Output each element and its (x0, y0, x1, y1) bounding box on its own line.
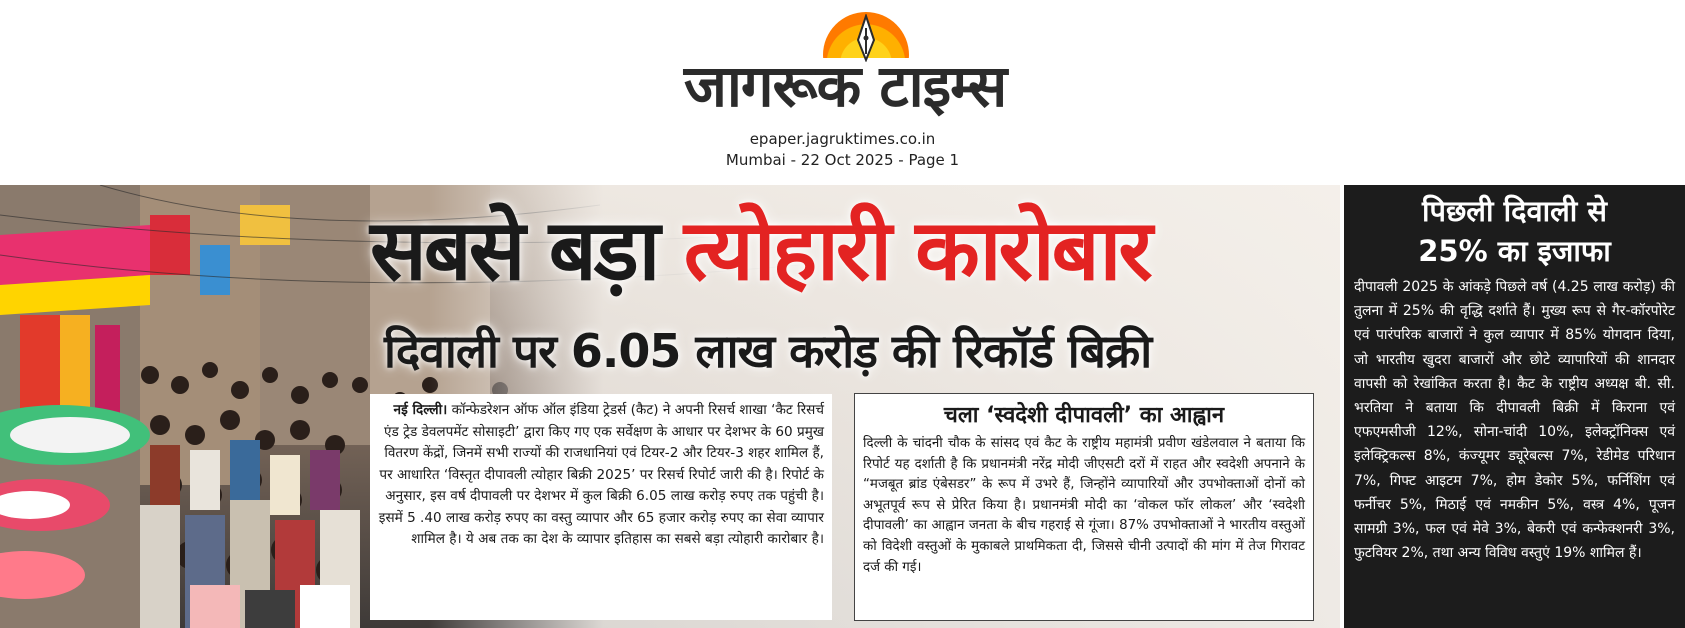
sidebar-title (1354, 191, 1675, 271)
newspaper-logo (655, 8, 1035, 118)
main-article-body: कॉन्फेडरेशन ऑफ ऑल इंडिया ट्रेडर्स (कैट) ने अपनी रिसर्च शाखा ‘कैट रिसर्च एंड ट्रेड डेवलपमेंट सोसाइटी’ द्वारा किए गए एक सर्वेक्षण के आधार पर देशभर के 60 प्रमुख वितरण केंद्रों, जिनमें सभी राज्यों की राजधानियां एवं टियर-2 और टियर-3 शहर शामिल हैं, पर आधारित ‘विस्तृत दीपावली त्योहार बिक्री 2025’ पर रिसर्च रिपोर्ट जारी की है। रिपोर्ट के अनुसार, इस वर्ष दीपावली पर देशभर में कुल बिक्री 6.05 लाख करोड़ रुपए तक पहुंची है। इसमें 5 .40 लाख करोड़ रुपए का वस्तु व्यापार और 65 हजार करोड़ रुपए का सेवा व्यापार शामिल है। ये अब तक का देश के व्यापार इतिहास का सबसे बड़ा त्योहारी कारोबार है। (378, 402, 824, 547)
logo-text: जागरूक टाइम्स (683, 52, 1007, 120)
swadeshi-article-title: चला ‘स्वदेशी दीपावली’ का आह्वान (943, 403, 1225, 428)
headline-part-black: सबसे बड़ा (370, 201, 658, 299)
swadeshi-article-body: दिल्ली के चांदनी चौक के सांसद एवं कैट के राष्ट्रीय महामंत्री प्रवीण खंडेलवाल ने बताया कि रिपोर्ट यह दर्शाती है कि प्रधानमंत्री नरेंद्र मोदी जीएसटी दरों में राहत और स्वदेशी अपनाने के “मजबूत ब्रांड एंबेसडर” के रूप में उभरे हैं, जिन्होंने व्यापारियों और उपभोक्ताओं दोनों को अभूतपूर्व रूप से प्रेरित किया है। प्रधानमंत्री मोदी का ‘वोकल फॉर लोकल’ और ‘स्वदेशी दीपावली’ का आह्वान जनता के बीच गहराई से गूंजा। 87% उपभोक्ताओं ने भारतीय वस्तुओं को विदेशी वस्तुओं के मुकाबले प्राथमिकता दी, जिससे चीनी उत्पादों की मांग में तेज गिरावट दर्ज की गई। (863, 436, 1305, 575)
sidebar-body: दीपावली 2025 के आंकड़े पिछले वर्ष (4.25 लाख करोड़) की तुलना में 25% की वृद्धि दर्शाते हैं। मुख्य रूप से गैर-कॉरपोरेट एवं पारंपरिक बाजारों ने कुल व्यापार में 85% योगदान दिया, जो भारतीय खुदरा बाजारों और छोटे व्यापारियों की शानदार वापसी को रेखांकित करता है। कैट के राष्ट्रीय अध्यक्ष बी. सी. भरतिया ने बताया कि दीपावली बिक्री में किराना एवं एफएमसीजी 12%, सोना-चांदी 10%, इलेक्ट्रॉनिक्स एवं इलेक्ट्रिकल्स 8%, कंज्यूमर ड्यूरेबल्स 7%, रेडीमेड परिधान 7%, गिफ्ट आइटम 7%, होम डेकोर 5%, फर्निशिंग एवं फर्नीचर 5%, मिठाई एवं नमकीन 5%, वस्त्र 4%, पूजन सामग्री 3%, फल एवं मेवे 3%, बेकरी एवं कन्फेक्शनरी 3%, फुटवियर 2%, तथा अन्य विविध वस्तुएं 19% शामिल हैं। (1354, 279, 1675, 562)
sidebar-title-line1: पिछली दिवाली से (1422, 194, 1607, 228)
sidebar-title-line2: 25% का इजाफा (1418, 234, 1611, 268)
sub-headline: दिवाली पर 6.05 लाख करोड़ की रिकॉर्ड बिक्री (384, 324, 1152, 378)
main-article (370, 394, 832, 620)
site-url: epaper.jagruktimes.co.in (749, 130, 936, 148)
swadeshi-article (854, 393, 1314, 621)
article-dateline: नई दिल्ली। (393, 402, 448, 418)
edition-line: Mumbai - 22 Oct 2025 - Page 1 (725, 151, 960, 169)
headline-part-red: त्योहारी कारोबार (683, 201, 1150, 299)
growth-sidebar (1344, 185, 1685, 628)
main-headline (370, 195, 1320, 305)
masthead (0, 0, 1685, 182)
